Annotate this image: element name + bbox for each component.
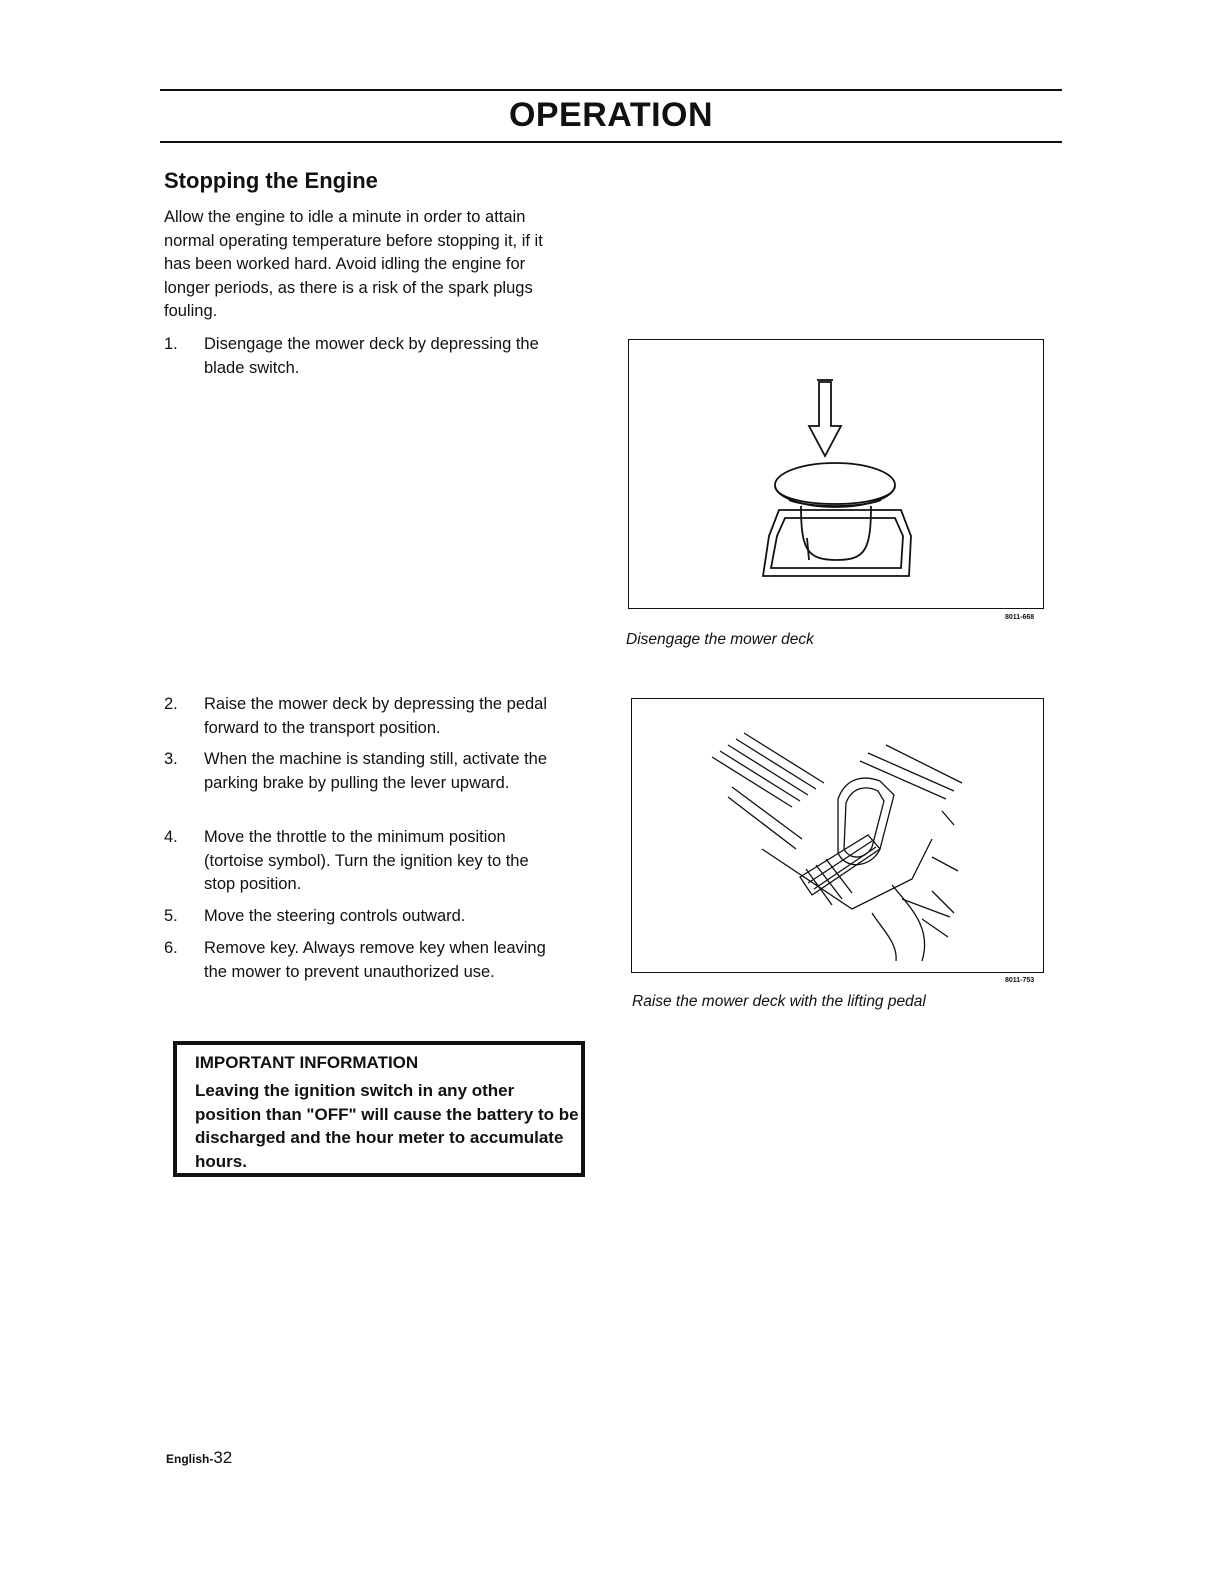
step-5 — [164, 905, 554, 929]
step-2 — [164, 693, 554, 740]
intro-paragraph: Allow the engine to idle a minute in order to attain normal operating temperature before stopping it, if it has been worked hard. Avoid idling the engine for longer periods, as there is a risk of the spark plugs fouling. — [164, 208, 543, 320]
step-text: Move the steering controls outward. — [204, 907, 466, 925]
step-number: 1. — [164, 335, 178, 353]
step-number: 3. — [164, 750, 178, 768]
blade-switch-icon — [629, 340, 1043, 608]
step-number: 4. — [164, 828, 178, 846]
step-text: When the machine is standing still, activate the parking brake by pulling the lever upward. — [204, 750, 548, 792]
important-info-box — [173, 1041, 585, 1177]
step-text: Move the throttle to the minimum position (tortoise symbol). Turn the ignition key to the stop position. — [204, 828, 529, 893]
header-rule-bottom — [160, 141, 1062, 143]
figure-code: 8011-668 — [1005, 614, 1035, 621]
step-number: 2. — [164, 695, 178, 713]
page-number: 32 — [213, 1448, 233, 1467]
figure-code: 8011-753 — [1005, 977, 1035, 984]
section-title: OPERATION — [508, 96, 714, 134]
important-body: Leaving the ignition switch in any other position than "OFF" will cause the battery to be discharged and the hour meter to accumulate hours. — [195, 1081, 579, 1171]
step-text: Disengage the mower deck by depressing the blade switch. — [204, 335, 539, 377]
subsection-heading: Stopping the Engine — [164, 168, 378, 193]
page-footer — [166, 1448, 232, 1468]
step-text: Raise the mower deck by depressing the pedal forward to the transport position. — [204, 695, 548, 737]
figure-blade-switch — [628, 339, 1044, 609]
step-3 — [164, 748, 554, 795]
figure-caption: Raise the mower deck with the lifting pedal — [632, 993, 926, 1010]
step-6 — [164, 937, 554, 984]
step-number: 6. — [164, 939, 178, 957]
figure-caption: Disengage the mower deck — [626, 631, 814, 648]
header-rule-top — [160, 89, 1062, 91]
figure-lifting-pedal — [631, 698, 1044, 973]
lifting-pedal-icon — [632, 699, 1043, 972]
important-title: IMPORTANT INFORMATION — [195, 1053, 419, 1072]
step-1 — [164, 333, 554, 380]
step-number: 5. — [164, 907, 178, 925]
step-text: Remove key. Always remove key when leaving the mower to prevent unauthorized use. — [204, 939, 546, 981]
step-4 — [164, 826, 554, 897]
footer-language: English- — [166, 1452, 214, 1466]
